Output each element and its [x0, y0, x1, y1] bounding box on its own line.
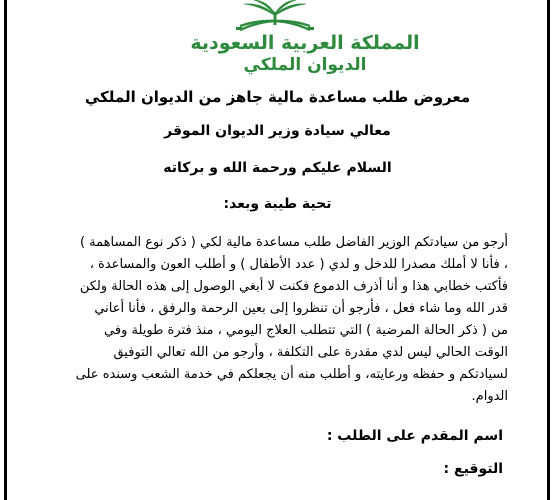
body-line: قدر الله وما شاء فعل ، فأرجو أن تنظروا إلى بعين الرحمة والرفق ، فأنا أعاني — [94, 301, 508, 316]
body-line: ، فأنا لا أملك مصدرا للدخل و لدي ( عدد الأطفال ) و أطلب العون والمساعدة ، — [89, 257, 508, 272]
body-line: أرجو من سيادتكم الوزير الفاضل طلب مساعدة مالية لكي ( ذكر نوع المساهمة ) — [79, 235, 508, 250]
body-line: الدوام. — [471, 389, 508, 404]
header-kingdom-title: المملكة العربية السعودية — [190, 32, 420, 54]
header-royal-court-title: الديوان الملكي — [243, 55, 367, 75]
body-line: من ( ذكر الحالة المرضية ) التي تتطلب العلاج اليومي ، منذ فترة طويلة وفي — [104, 323, 508, 338]
letter-body — [30, 232, 508, 408]
document-title: معروض طلب مساعدة مالية جاهز من الديوان الملكي — [84, 88, 471, 106]
applicant-name-label: اسم المقدم على الطلب : — [326, 428, 503, 444]
salutation-line: تحية طيبة وبعد: — [223, 196, 332, 212]
greeting-line: السلام عليكم ورحمة الله و بركاته — [163, 160, 392, 176]
signature-label: التوقيع : — [443, 461, 503, 477]
palm-swords-emblem-icon — [230, 0, 320, 34]
body-line: فأكتب خطابي هذا و أنا أذرف الدموع فكنت لا أبغي الوصول إلى هذه الحالة ولكن — [79, 279, 508, 294]
body-line: الوقت الحالي ليس لدي مقدرة على التكلفة ، وأرجو من الله تعالي التوفيق — [113, 345, 508, 360]
addressee-line: معالي سيادة وزير الديوان الموقر — [164, 123, 391, 139]
body-line: لسيادتكم و حفظه ورعايته، و أطلب منه أن يجعلكم في خدمة الشعب وسنده على — [75, 367, 508, 382]
